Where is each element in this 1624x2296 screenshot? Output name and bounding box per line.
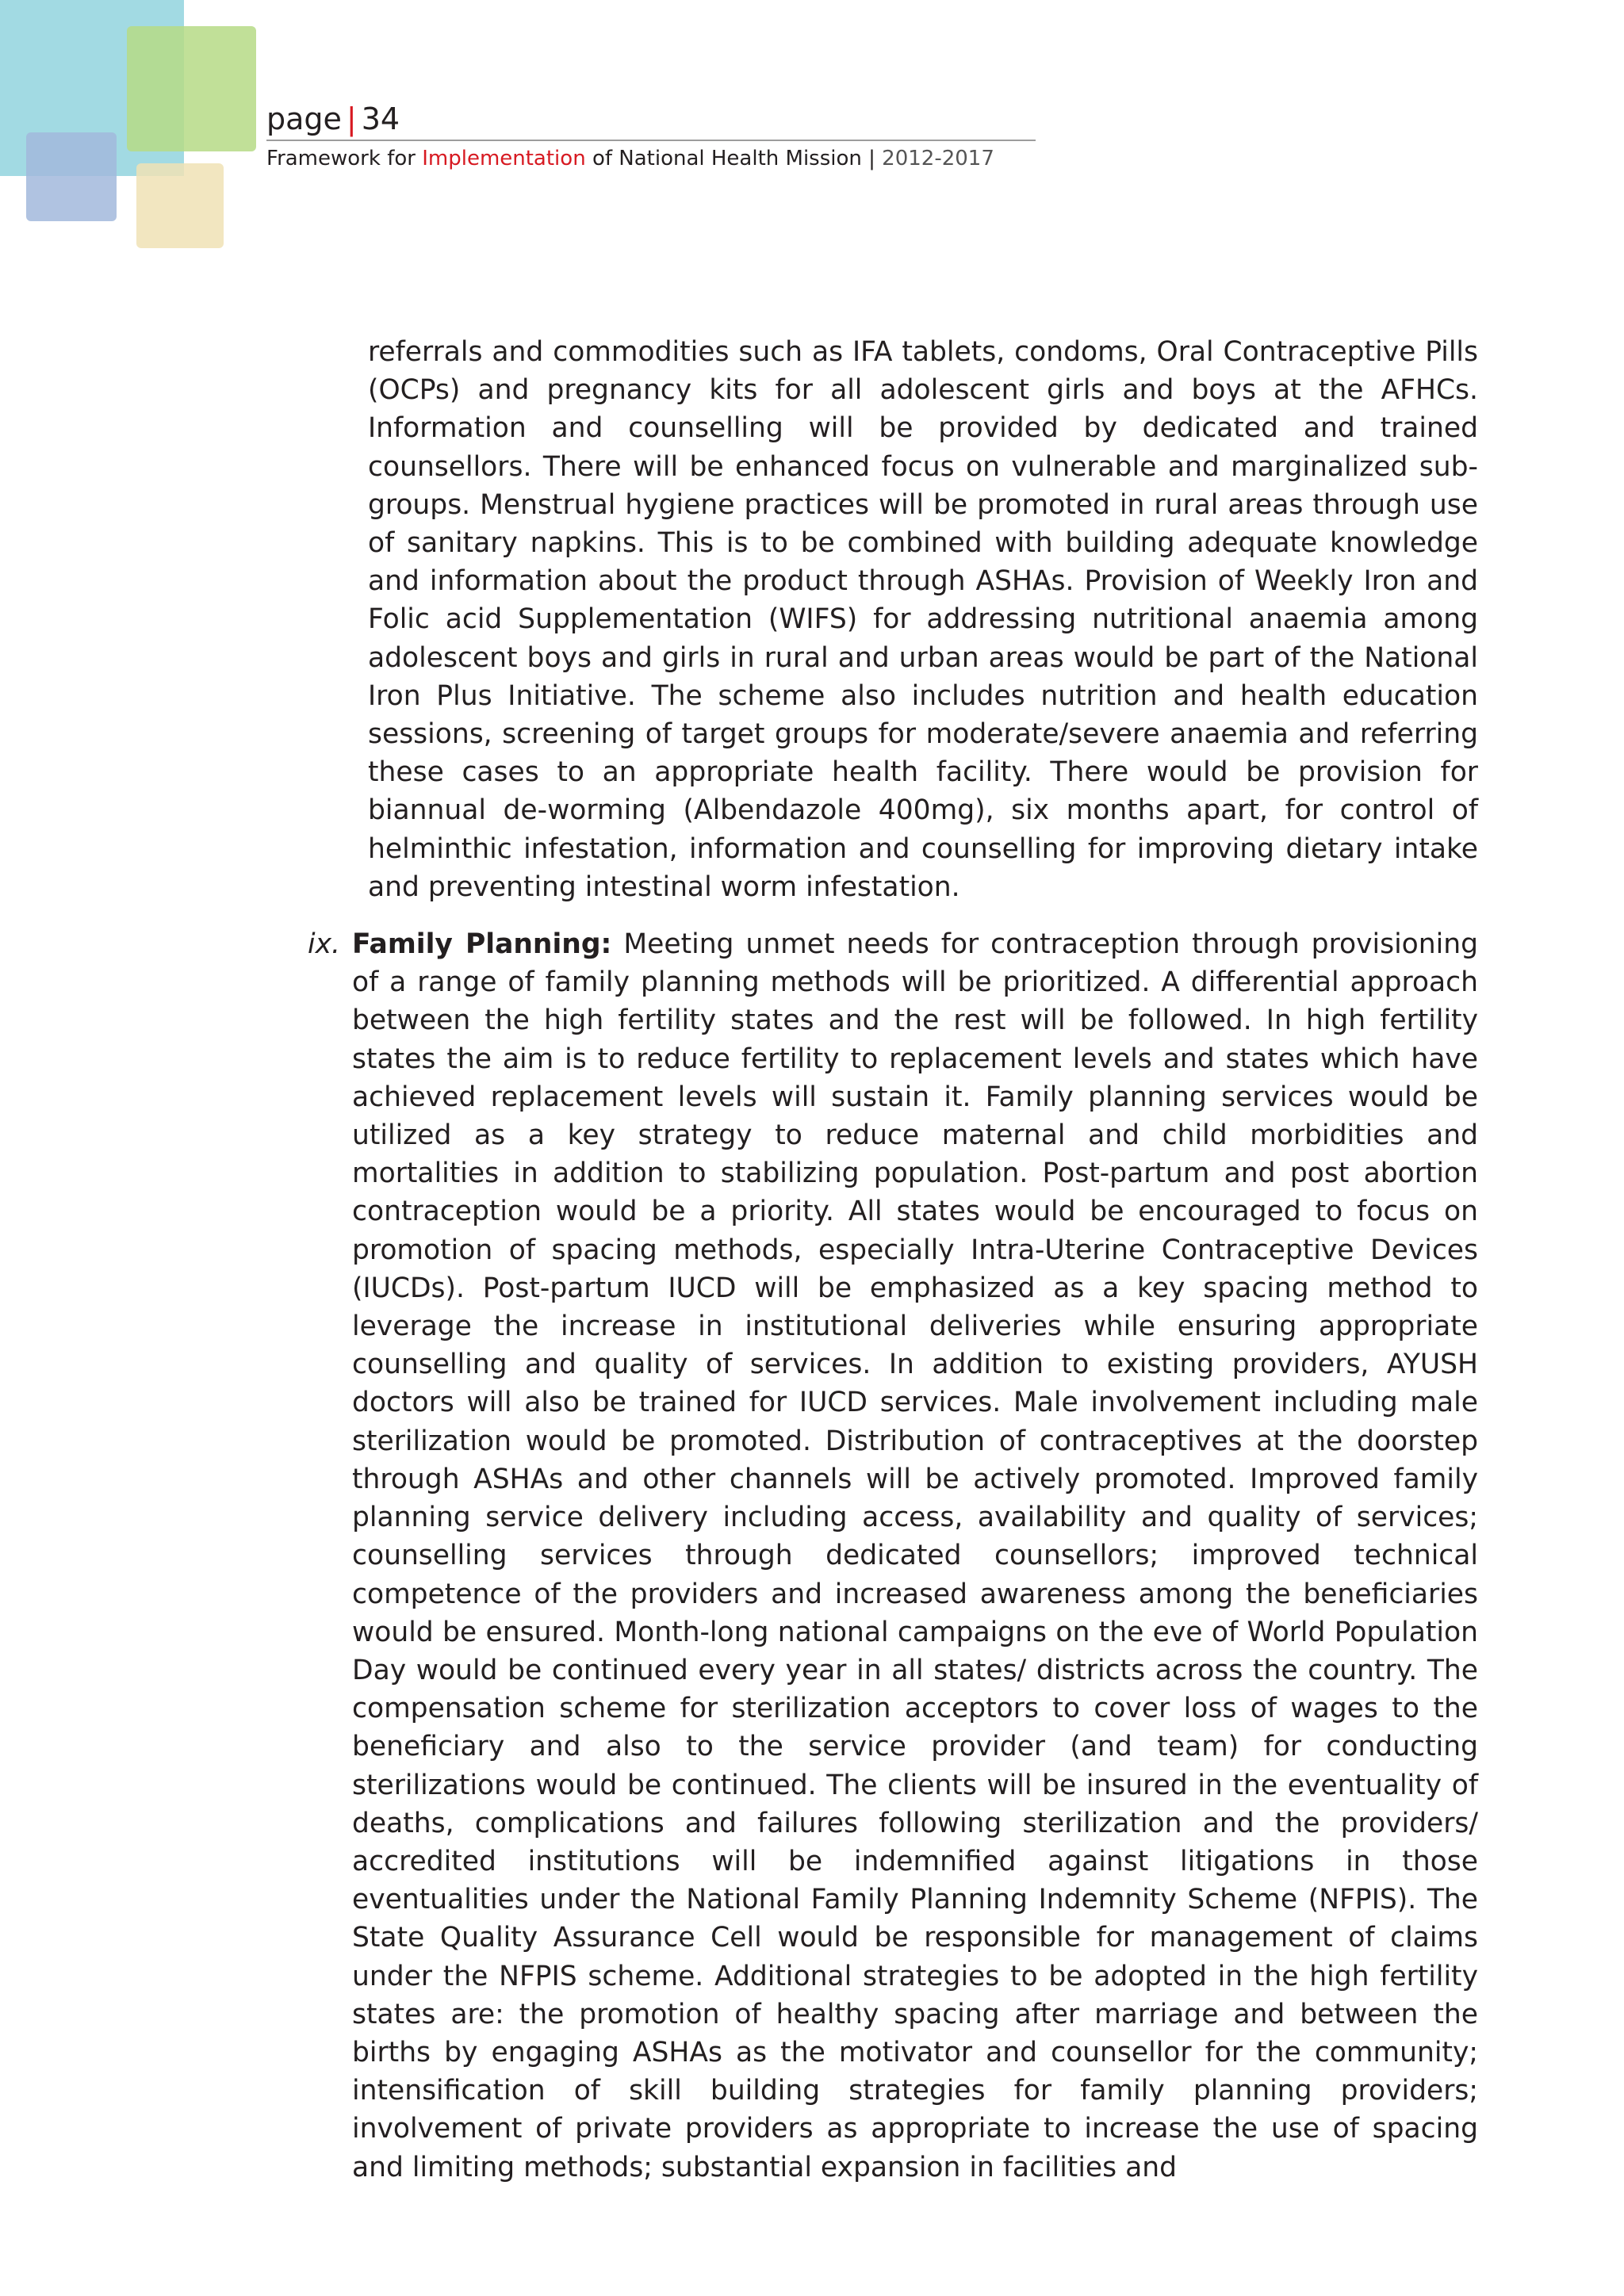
decorative-square-blue bbox=[26, 132, 117, 221]
family-planning-text: Meeting unmet needs for contraception through provisioning of a range of family planning methods will be prioritized. A differential approach between the high fertility states and the rest will be followed. In high fertility states the aim is to reduce fertility to replacement levels and states which have achieved replacement levels will sustain it. Family planning services would be utilized as a key strategy to reduce maternal and child morbidities and mortalities in addition to stabilizing population. Post-partum and post abortion contraception would be a priority. All states would be encouraged to focus on promotion of spacing methods, especially Intra-Uterine Contraceptive Devices (IUCDs). Post-partum IUCD will be emphasized as a key spacing method to leverage the increase in institutional deliveries while ensuring appropriate counselling and quality of services. In addition to existing providers, AYUSH doctors will also be trained for IUCD services. Male involvement including male sterilization would be promoted. Distribution of contraceptives at the doorstep through ASHAs and other channels will be actively promoted. Improved family planning service delivery including access, availability and quality of services; counselling services through dedicated counsellors; improved technical competence of the providers and increased awareness among the beneficiaries would be ensured. Month-long national campaigns on the eve of World Population Day would be continued every year in all states/ districts across the country. The compensation scheme for sterilization acceptors to cover loss of wages to the beneficiary and also to the service provider (and team) for conducting sterilizations would be continued. The clients will be insured in the eventuality of deaths, complications and failures following sterilization and the providers/ accredited institutions will be indemnified against litigations in those eventualities under the National Family Planning Indemnity Scheme (NFPIS). The State Quality Assurance Cell would be responsible for management of claims under the NFPIS scheme. Additional strategies to be adopted in the high fertility states are: the promotion of healthy spacing after marriage and between the births by engaging ASHAs as the motivator and counsellor for the community; intensification of skill building strategies for family planning providers; involvement of private providers as appropriate to increase the use of spacing and limiting methods; substantial expansion in facilities and bbox=[352, 928, 1478, 2183]
page-number: 34 bbox=[361, 101, 400, 136]
header-rule bbox=[266, 140, 1036, 141]
body-content bbox=[0, 333, 1624, 2187]
page-label: page bbox=[266, 101, 342, 136]
decorative-square-green bbox=[127, 26, 256, 151]
page-number-line bbox=[266, 100, 1036, 138]
decorative-square-yellow bbox=[136, 163, 224, 248]
running-title-accent: Implementation bbox=[422, 147, 586, 170]
running-title-sep: | bbox=[868, 147, 875, 170]
list-item-marker: ix. bbox=[308, 928, 340, 961]
list-item-family-planning bbox=[308, 925, 1478, 2187]
family-planning-paragraph bbox=[352, 925, 1478, 2187]
page-separator: | bbox=[346, 101, 357, 136]
continuation-paragraph: referrals and commodities such as IFA tablets, condoms, Oral Contraceptive Pills (OCPs) and pregnancy kits for all adolescent girls and boys at the AFHCs. Information and counselling will be provided by dedicated and trained counsellors. There will be enhanced focus on vulnerable and marginalized sub-groups. Menstrual hygiene practices will be promoted in rural areas through use of sanitary napkins. This is to be combined with building adequate knowledge and information about the product through ASHAs. Provision of Weekly Iron and Folic acid Supplementation (WIFS) for addressing nutritional anaemia among adolescent boys and girls in rural and urban areas would be part of the National Iron Plus Initiative. The scheme also includes nutrition and health education sessions, screening of target groups for moderate/severe anaemia and referring these cases to an appropriate health facility. There would be provision for biannual de-worming (Albendazole 400mg), six months apart, for control of helminthic infestation, information and counselling for improving dietary intake and preventing intestinal worm infestation. bbox=[368, 336, 1478, 903]
page-header bbox=[266, 100, 1036, 173]
family-planning-title: Family Planning: bbox=[352, 928, 612, 961]
running-title-part2: of National Health Mission bbox=[592, 147, 862, 170]
running-title bbox=[266, 144, 1036, 173]
running-title-years: 2012-2017 bbox=[882, 147, 994, 170]
running-title-part1: Framework for bbox=[266, 147, 416, 170]
